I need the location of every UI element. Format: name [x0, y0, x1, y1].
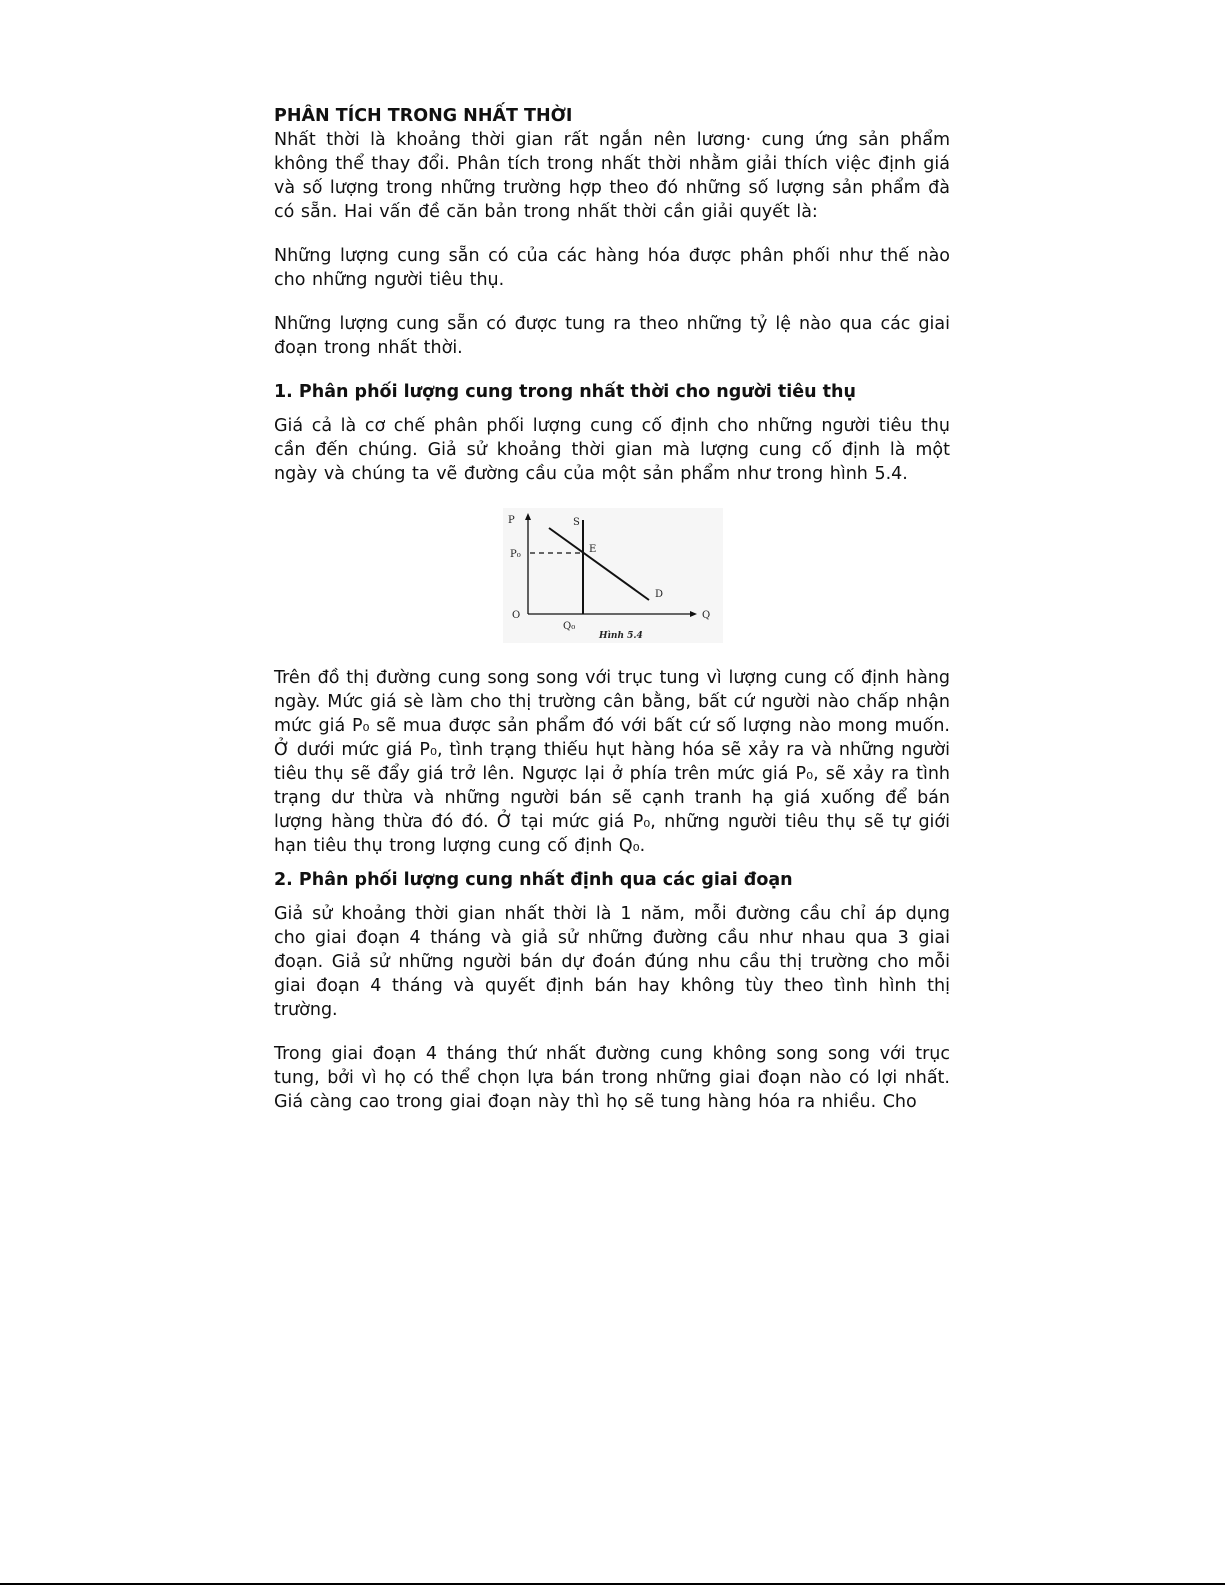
question-1-paragraph: Những lượng cung sẵn có của các hàng hóa được phân phối như thế nào cho những người tiêu thụ. [274, 246, 950, 290]
label-d: D [655, 589, 664, 600]
label-q: Q [702, 610, 711, 621]
intro-paragraph: Nhất thời là khoảng thời gian rất ngắn nên lương· cung ứng sản phẩm không thể thay đổi. Phân tích trong nhất thời nhằm giải thích việc định giá và số lượng trong những trường hợp theo đó những số lượng sản phẩm đà có sẵn. Hai vấn đề căn bản trong nhất thời cần giải quyết là: [274, 130, 950, 222]
section-1-heading: 1. Phân phối lượng cung trong nhất thời cho người tiêu thụ [274, 382, 856, 402]
label-q0: Q₀ [563, 621, 576, 632]
label-e: E [589, 544, 597, 555]
document-page [274, 104, 950, 1114]
label-o: O [512, 610, 521, 621]
figure-container [274, 486, 950, 666]
supply-demand-figure [503, 508, 723, 643]
figure-caption: Hình 5.4 [599, 631, 643, 641]
section-2-heading: 2. Phân phối lượng cung nhất định qua các giai đoạn [274, 870, 793, 890]
question-2-paragraph: Những lượng cung sẵn có được tung ra theo những tỷ lệ nào qua các giai đoạn trong nhất thời. [274, 314, 950, 358]
section-1-paragraph-2: Trên đồ thị đường cung song song với trục tung vì lượng cung cố định hàng ngày. Mức giá sè làm cho thị trường cân bằng, bất cứ người nào chấp nhận mức giá P₀ sẽ mua được sản phẩm đó với bất cứ số lượng nào mong muốn. Ở dưới mức giá P₀, tình trạng thiếu hụt hàng hóa sẽ xảy ra và những người tiêu thụ sẽ đẩy giá trở lên. Ngược lại ở phía trên mức giá P₀, sẽ xảy ra tình trạng dư thừa và những người bán sẽ cạnh tranh hạ giá xuống để bán lượng hàng thừa đó đó. Ở tại mức giá P₀, những người tiêu thụ sẽ tự giới hạn tiêu thụ trong lượng cung cố định Q₀. [274, 668, 950, 856]
label-p: P [508, 515, 515, 526]
page-title: PHÂN TÍCH TRONG NHẤT THỜI [274, 106, 573, 126]
label-s: S [573, 517, 580, 528]
section-2-paragraph-1: Giả sử khoảng thời gian nhất thời là 1 năm, mỗi đường cầu chỉ áp dụng cho giai đoạn 4 tháng và giả sử những đường cầu như nhau qua 3 giai đoạn. Giả sử những người bán dự đoán đúng nhu cầu thị trường cho mỗi giai đoạn 4 tháng và quyết định bán hay không tùy theo tình hình thị trường. [274, 904, 950, 1020]
label-p0: P₀ [510, 549, 521, 560]
figure-background [503, 508, 723, 643]
section-2-paragraph-2: Trong giai đoạn 4 tháng thứ nhất đường cung không song song với trục tung, bởi vì họ có thể chọn lựa bán trong những giai đoạn nào có lợi nhất. Giá càng cao trong giai đoạn này thì họ sẽ tung hàng hóa ra nhiều. Cho [274, 1044, 950, 1112]
section-1-paragraph-1: Giá cả là cơ chế phân phối lượng cung cố định cho những người tiêu thụ cần đến chúng. Giả sử khoảng thời gian mà lượng cung cố định là một ngày và chúng ta vẽ đường cầu của một sản phẩm như trong hình 5.4. [274, 416, 950, 484]
